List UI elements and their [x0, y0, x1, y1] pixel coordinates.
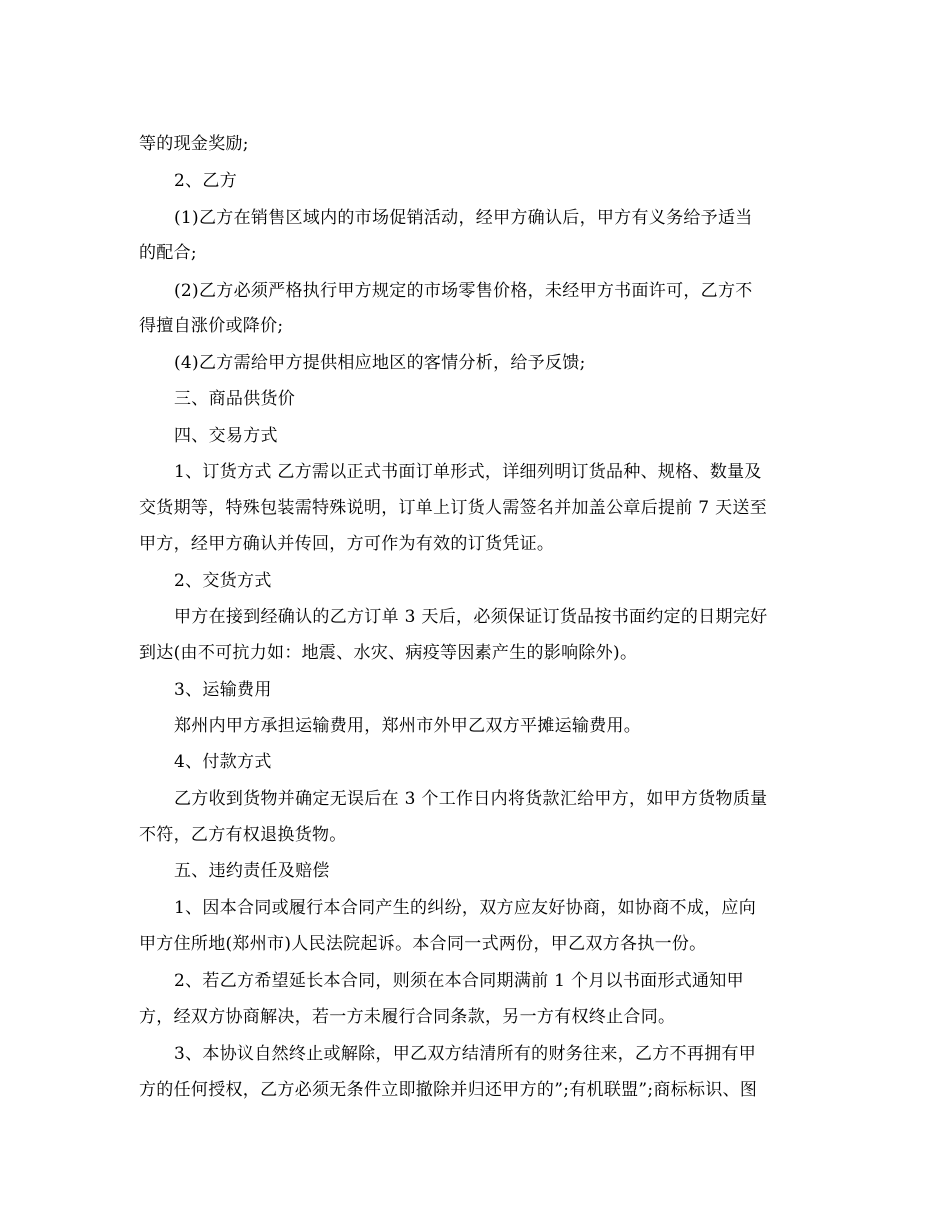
text-line: (2)乙方必须严格执行甲方规定的市场零售价格，未经甲方书面许可，乙方不	[174, 281, 753, 301]
text-line: 方，经双方协商解决，若一方未履行合同条款，另一方有权终止合同。	[139, 1007, 676, 1027]
text-line: 到达(由不可抗力如：地震、水灾、病疫等因素产生的影响除外)。	[139, 643, 638, 663]
section-heading: 3、运输费用	[174, 680, 272, 700]
text-line: 2、若乙方希望延长本合同，则须在本合同期满前 1 个月以书面形式通知甲	[174, 971, 744, 991]
text-line: 甲方，经甲方确认并传回，方可作为有效的订货凭证。	[139, 534, 555, 554]
section-heading: 2、乙方	[174, 171, 238, 191]
text-line: (1)乙方在销售区域内的市场促销活动，经甲方确认后，甲方有义务给予适当	[174, 208, 753, 228]
text-line: 方的任何授权，乙方必须无条件立即撤除并归还甲方的”;有机联盟”;商标标识、图	[139, 1080, 758, 1100]
text-line: 得擅自涨价或降价;	[139, 316, 284, 336]
text-line: 3、本协议自然终止或解除，甲乙双方结清所有的财务往来，乙方不再拥有甲	[174, 1044, 757, 1064]
section-heading: 2、交货方式	[174, 571, 272, 591]
text-line: 交货期等，特殊包装需特殊说明，订单上订货人需签名并加盖公章后提前 7 天送至	[139, 498, 768, 518]
text-line: 不符，乙方有权退换货物。	[139, 825, 347, 845]
section-heading: 五、违约责任及赔偿	[174, 861, 330, 881]
text-line: 甲方住所地(郑州市)人民法院起诉。本合同一式两份，甲乙双方各执一份。	[139, 934, 707, 954]
text-line: 等的现金奖励;	[139, 134, 249, 154]
text-line: 甲方在接到经确认的乙方订单 3 天后，必须保证订货品按书面约定的日期完好	[174, 607, 768, 627]
section-heading: 4、付款方式	[174, 752, 272, 772]
text-line: 乙方收到货物并确定无误后在 3 个工作日内将货款汇给甲方，如甲方货物质量	[174, 789, 768, 809]
text-line: 1、订货方式 乙方需以正式书面订单形式，详细列明订货品种、规格、数量及	[174, 462, 762, 482]
text-line: 1、因本合同或履行本合同产生的纠纷，双方应友好协商，如协商不成，应向	[174, 898, 757, 918]
text-line: 郑州内甲方承担运输费用，郑州市外甲乙双方平摊运输费用。	[174, 716, 642, 736]
text-line: (4)乙方需给甲方提供相应地区的客情分析，给予反馈;	[174, 353, 586, 373]
section-heading: 四、交易方式	[174, 426, 278, 446]
section-heading: 三、商品供货价	[174, 389, 296, 409]
text-line: 的配合;	[139, 243, 197, 263]
